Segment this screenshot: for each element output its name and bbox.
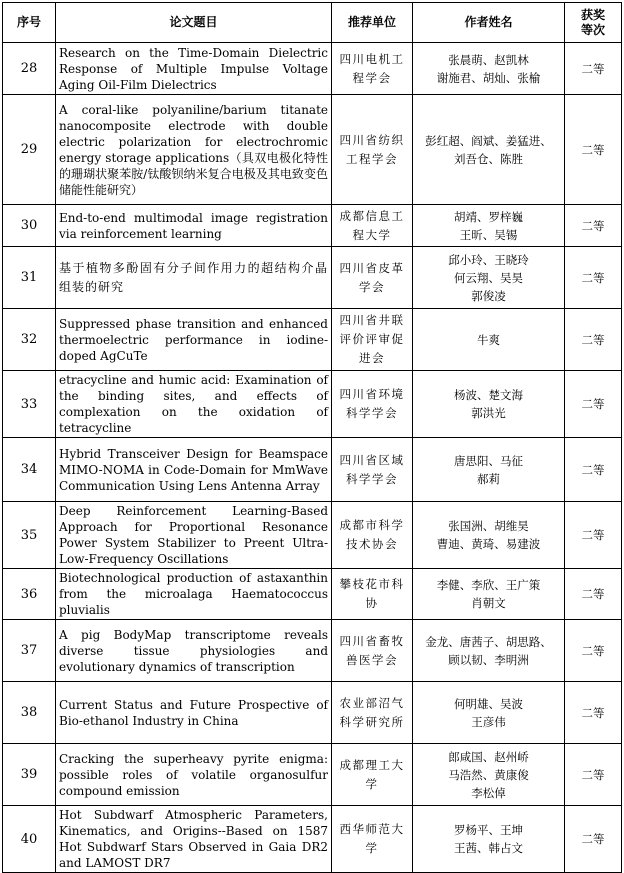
authors <box>413 744 565 806</box>
header-title: 论文题目 <box>56 3 332 43</box>
author-line: 张国洲、胡维昊 <box>448 519 529 533</box>
authors <box>413 438 565 502</box>
table-row <box>3 309 622 371</box>
paper-title: A pig BodyMap transcriptome reveals diverse tissue physiologies and evolutionary dynamics of transcription <box>56 620 332 682</box>
recommending-unit: 四川省纺织工程学会 <box>332 95 413 205</box>
prize-level: 二等 <box>565 438 622 502</box>
prize-level: 二等 <box>565 806 622 873</box>
prize-level: 二等 <box>565 682 622 744</box>
row-number: 30 <box>3 205 56 247</box>
row-number: 34 <box>3 438 56 502</box>
paper-title: Current Status and Future Prospective of Bio-ethanol Industry in China <box>56 682 332 744</box>
author-line: 罗杨平、王坤 <box>454 823 523 837</box>
author-line: 牛爽 <box>477 332 500 347</box>
row-number: 37 <box>3 620 56 682</box>
table-row <box>3 95 622 205</box>
author-line: 胡靖、罗梓巍 <box>454 209 523 224</box>
prize-level: 二等 <box>565 43 622 95</box>
header-no: 序号 <box>3 3 56 43</box>
recommending-unit: 四川省区域科学学会 <box>332 438 413 502</box>
row-number: 35 <box>3 502 56 569</box>
table-row <box>3 371 622 438</box>
header-row <box>3 3 622 43</box>
row-number: 40 <box>3 806 56 873</box>
row-number: 36 <box>3 569 56 620</box>
author-line: 邱小玲、王晓玲 <box>448 252 529 267</box>
author-line: 何云翔、吴昊 <box>454 270 523 285</box>
recommending-unit: 攀枝花市科协 <box>332 569 413 620</box>
recommending-unit: 成都信息工程大学 <box>332 205 413 247</box>
authors <box>413 43 565 95</box>
author-line: 李松倬 <box>471 785 506 800</box>
authors <box>413 309 565 371</box>
authors <box>413 95 565 205</box>
row-number: 39 <box>3 744 56 806</box>
paper-title: etracycline and humic acid: Examination of the binding sites, and effects of complexation on the oxidation of tetracycline <box>56 371 332 438</box>
paper-title: End-to-end multimodal image registration via reinforcement learning <box>56 205 332 247</box>
row-number: 33 <box>3 371 56 438</box>
author-line: 杨波、楚文海 <box>454 388 523 402</box>
paper-title: 基于植物多酚固有分子间作用力的超结构介晶组装的研究 <box>56 247 332 309</box>
recommending-unit: 农业部沼气科学研究所 <box>332 682 413 744</box>
author-line: 张晨萌、赵凯林 <box>448 52 529 67</box>
table-row <box>3 205 622 247</box>
author-line: 王昕、吴锡 <box>459 227 518 242</box>
header-prize: 获奖等次 <box>565 3 622 43</box>
prize-level: 二等 <box>565 95 622 205</box>
authors <box>413 569 565 620</box>
row-number: 29 <box>3 95 56 205</box>
table-row <box>3 502 622 569</box>
authors <box>413 371 565 438</box>
author-line: 郭洪光 <box>471 406 506 420</box>
recommending-unit: 成都理工大学 <box>332 744 413 806</box>
author-line: 唐思阳、马征 <box>454 453 523 468</box>
paper-title: Hot Subdwarf Atmospheric Parameters, Kinematics, and Origins--Based on 1587 Hot Subdwarf Stars Observed in Gaia DR2 and LAMOST DR7 <box>56 806 332 873</box>
author-line: 郎咸国、赵州峤 <box>448 749 529 764</box>
author-line: 何明雄、吴波 <box>454 696 523 711</box>
prize-level: 二等 <box>565 744 622 806</box>
prize-level: 二等 <box>565 247 622 309</box>
author-line: 王茜、韩占文 <box>454 841 523 855</box>
table-row <box>3 569 622 620</box>
recommending-unit: 四川省畜牧兽医学会 <box>332 620 413 682</box>
paper-title: Research on the Time-Domain Dielectric Response of Multiple Impulse Voltage Aging Oil-Film Dielectrics <box>56 43 332 95</box>
author-line: 刘吾仓、陈胜 <box>454 151 523 166</box>
prize-level: 二等 <box>565 502 622 569</box>
author-line: 顾以韧、李明洲 <box>448 652 529 667</box>
row-number: 31 <box>3 247 56 309</box>
paper-title: A coral-like polyaniline/barium titanate nanocomposite electrode with double electric polarization for electrochromic energy storage applications（具双电极化特性的珊瑚状聚苯胺/钛酸钡纳米复合电极及其电致变色储能性能研究） <box>56 95 332 205</box>
paper-title: Hybrid Transceiver Design for Beamspace MIMO-NOMA in Code-Domain for MmWave Communication Using Lens Antenna Array <box>56 438 332 502</box>
author-line: 金龙、唐茜子、胡思路、 <box>425 634 552 649</box>
prize-level: 二等 <box>565 371 622 438</box>
prize-level: 二等 <box>565 569 622 620</box>
recommending-unit: 四川省皮革学会 <box>332 247 413 309</box>
table-row <box>3 43 622 95</box>
table-row <box>3 682 622 744</box>
author-line: 肖朝文 <box>471 596 506 610</box>
recommending-unit: 四川电机工程学会 <box>332 43 413 95</box>
award-table <box>2 2 622 873</box>
author-line: 马浩然、黄康俊 <box>448 767 529 782</box>
author-line: 谢施君、胡灿、张榆 <box>436 70 541 85</box>
recommending-unit: 西华师范大学 <box>332 806 413 873</box>
author-line: 李健、李欣、王广策 <box>436 578 541 592</box>
author-line: 王彦伟 <box>471 714 506 729</box>
authors <box>413 806 565 873</box>
row-number: 28 <box>3 43 56 95</box>
table-row <box>3 620 622 682</box>
prize-level: 二等 <box>565 205 622 247</box>
paper-title: Suppressed phase transition and enhanced thermoelectric performance in iodine-doped AgCuTe <box>56 309 332 371</box>
table-row <box>3 744 622 806</box>
header-authors: 作者姓名 <box>413 3 565 43</box>
paper-title: Cracking the superheavy pyrite enigma: possible roles of volatile organosulfur compound emission <box>56 744 332 806</box>
author-line: 郝莉 <box>477 471 500 486</box>
authors <box>413 502 565 569</box>
authors <box>413 247 565 309</box>
row-number: 38 <box>3 682 56 744</box>
recommending-unit: 四川省环境科学学会 <box>332 371 413 438</box>
author-line: 曹迪、黄琦、易建波 <box>436 537 541 551</box>
paper-title: Biotechnological production of astaxanthin from the microalaga Haematococcus pluvialis <box>56 569 332 620</box>
paper-title: Deep Reinforcement Learning-Based Approach for Proportional Resonance Power System Stabilizer to Preent Ultra-Low-Frequency Oscillations <box>56 502 332 569</box>
prize-level: 二等 <box>565 309 622 371</box>
row-number: 32 <box>3 309 56 371</box>
table-row <box>3 247 622 309</box>
authors <box>413 682 565 744</box>
table-row <box>3 438 622 502</box>
authors <box>413 620 565 682</box>
authors <box>413 205 565 247</box>
prize-level: 二等 <box>565 620 622 682</box>
author-line: 彭红超、阎斌、姜猛进、 <box>425 133 552 148</box>
header-unit: 推荐单位 <box>332 3 413 43</box>
author-line: 郭俊凌 <box>471 288 506 303</box>
table-row <box>3 806 622 873</box>
recommending-unit: 四川省井联评价评审促进会 <box>332 309 413 371</box>
recommending-unit: 成都市科学技术协会 <box>332 502 413 569</box>
